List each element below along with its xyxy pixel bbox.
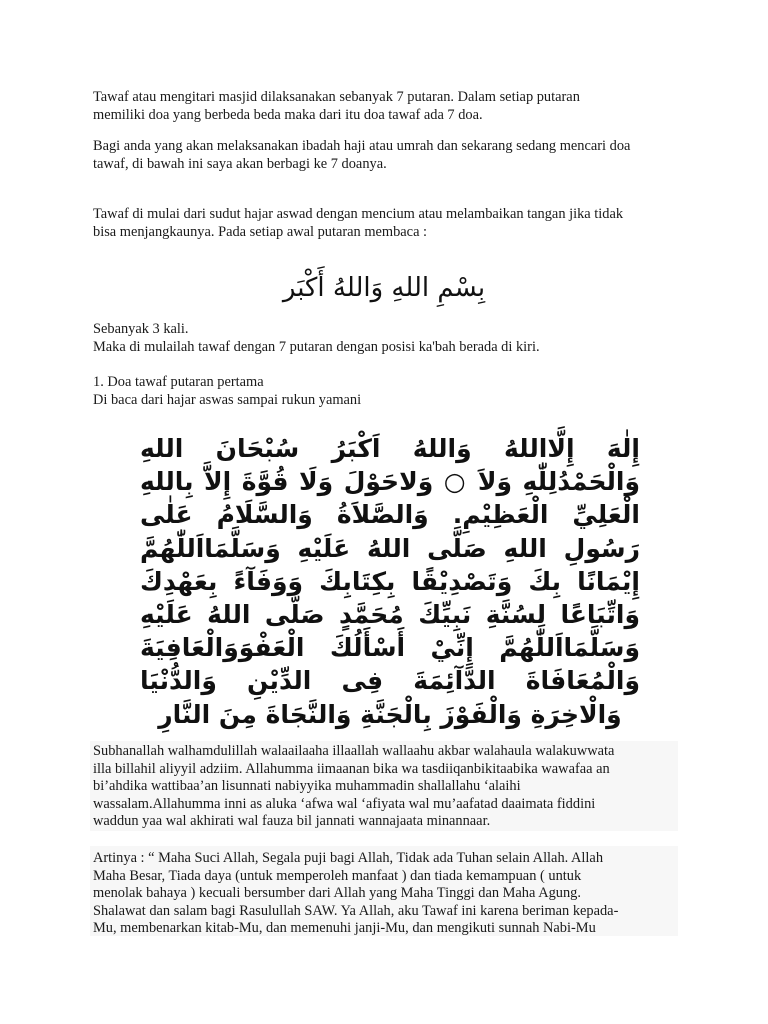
intro-paragraph-3: Tawaf di mulai dari sudut hajar aswad dengan mencium atau melambaikan tangan jika tidak bisa menjangkaunya. Pada setiap awal putaran membaca : bbox=[93, 206, 624, 240]
putaran-1-latin: Subhanallah walhamdulillah walaailaaha illaallah wallaahu akbar walahaula walakuwwata illa billahil aliyyil adziim. Allahumma iimaanan bika wa tasdiiqanbikitaabika wawafaa an bi’ahdika wattibaa’an lisunnati nabiyyika muhammadin shallallahu ‘alaihi wassalam.Allahumma inni as aluka ‘afwa wal ‘afiyata wal mu’aafatad daaimata fiddini waddun yaa wal akhirati wal fauza bil jannati wannajaata minannaar. bbox=[93, 743, 615, 829]
repeat-instruction: Sebanyak 3 kali. Maka di mulailah tawaf dengan 7 putaran dengan posisi ka'bah berada di kiri. bbox=[93, 321, 540, 355]
putaran-1-arabic-doa: إِلٰهَ إِلَّااللهُ وَاللهُ اَكْبَرُ سُبْحَانَ اللهِ وَالْحَمْدُلِلّٰهِ وَلاَ ○ وَلاحَوْلَ وَلَا قُوَّةَ إِلاَّ بِاللهِ الْعَلِيِّ الْعَظِيْمِ. وَالصَّلاَةُ وَالسَّلَامُ عَلٰى رَسُولِ اللهِ صَلَّى اللهُ عَلَيْهِ وَسَلَّمَااَللّٰهُمَّ إِيْمَانًا بِكَ وَتَصْدِيْقًا بِكِتَابِكَ وَوَفَآءً بِعَهْدِكَ وَاتِّبَاعًا لِسُنَّةِ نَبِيِّكَ مُحَمَّدٍ صَلَّى اللهُ عَلَيْهِ وَسَلَّمَااَللّٰهُمَّ إِنِّيْ أَسْأَلُكَ الْعَفْوَوَالْعَافِيَةَ وَالْمُعَافَاةَ الدَّآئِمَةَ فِى الدِّيْنِ وَالدُّنْيَا وَالْاخِرَةِ وَالْفَوْزَ بِالْجَنَّةِ وَالنَّجَاةَ مِنَ النَّارِ bbox=[140, 434, 640, 729]
basmalah-arabic: بِسْمِ اللهِ وَاللهُ أَكْبَر bbox=[282, 273, 486, 303]
putaran-1-translation: Artinya : “ Maha Suci Allah, Segala puji bagi Allah, Tidak ada Tuhan selain Allah. Allah Maha Besar, Tiada daya (untuk memperoleh manfaat ) dan tiada kemampuan ( untuk menolak bahaya ) kecuali bersumber dari Allah yang Maha Tinggi dan Maha Agung. Shalawat dan salam bagi Rasulullah SAW. Ya Allah, aku Tawaf ini karena beriman kepada- Mu, membenarkan kitab-Mu, dan memenuhi janji-Mu, dan mengikuti sunnah Nabi-Mu bbox=[93, 850, 619, 936]
intro-paragraph-2: Bagi anda yang akan melaksanakan ibadah haji atau umrah dan sekarang sedang mencari doa tawaf, di bawah ini saya akan berbagi ke 7 doanya. bbox=[93, 138, 631, 172]
putaran-1-heading: 1. Doa tawaf putaran pertama Di baca dari hajar aswas sampai rukun yamani bbox=[93, 374, 362, 408]
intro-paragraph-1: Tawaf atau mengitari masjid dilaksanakan sebanyak 7 putaran. Dalam setiap putaran memiliki doa yang berbeda beda maka dari itu doa tawaf ada 7 doa. bbox=[93, 89, 580, 123]
